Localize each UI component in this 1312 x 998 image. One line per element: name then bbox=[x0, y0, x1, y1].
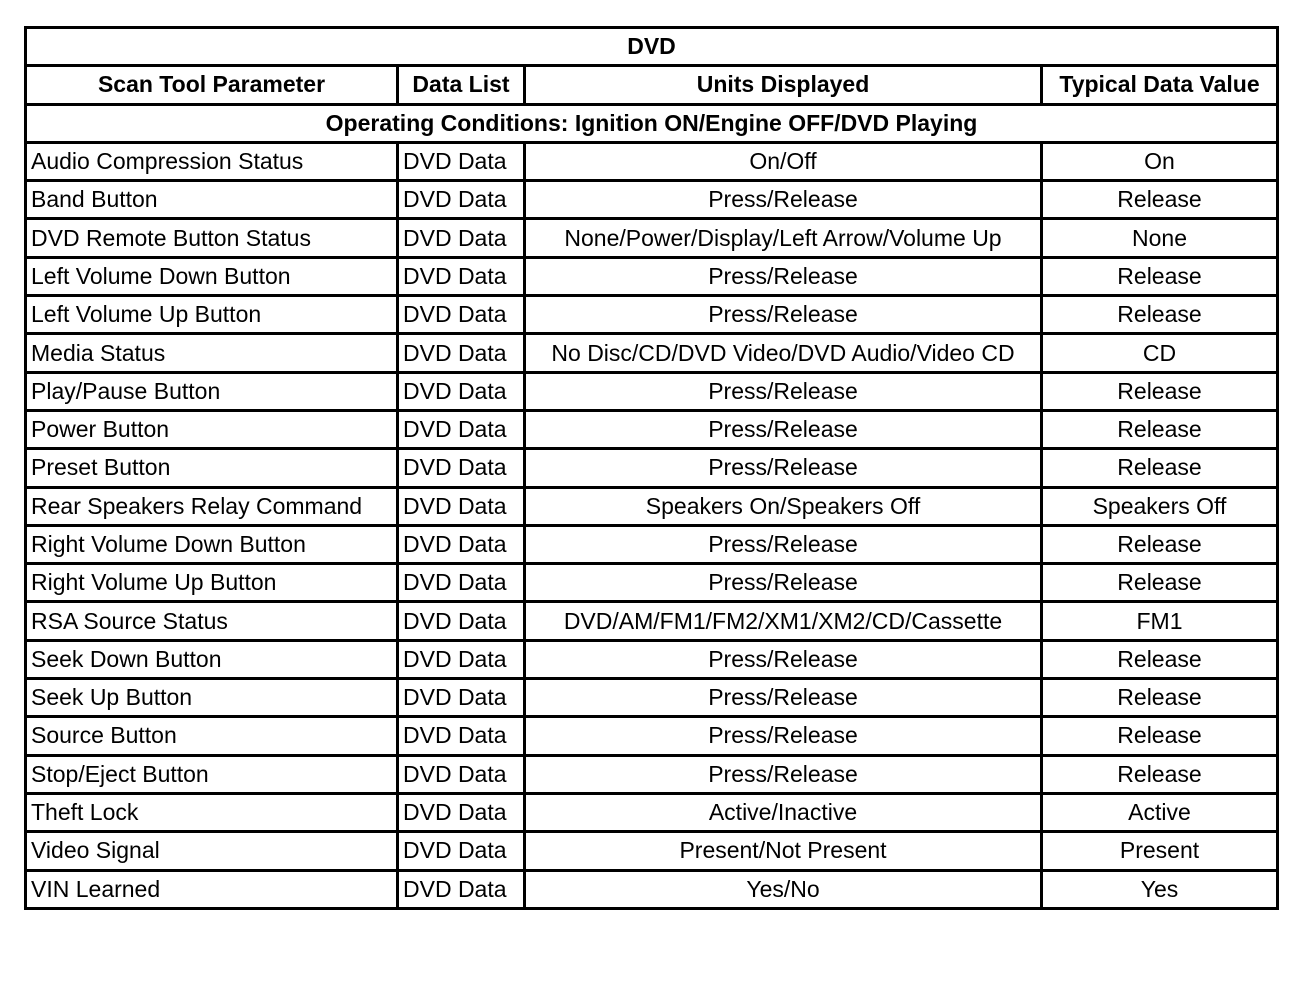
table-row bbox=[26, 181, 1278, 219]
cell-units-displayed: Press/Release bbox=[525, 717, 1042, 755]
cell-units-displayed: Press/Release bbox=[525, 525, 1042, 563]
table-row bbox=[26, 525, 1278, 563]
cell-units-displayed: Speakers On/Speakers Off bbox=[525, 487, 1042, 525]
cell-typical-data-value: None bbox=[1042, 219, 1278, 257]
table-row bbox=[26, 449, 1278, 487]
cell-scan-tool-parameter: Audio Compression Status bbox=[26, 142, 398, 180]
cell-typical-data-value: Release bbox=[1042, 755, 1278, 793]
cell-data-list: DVD Data bbox=[398, 334, 525, 372]
table-row bbox=[26, 487, 1278, 525]
table-header-row bbox=[26, 66, 1278, 104]
cell-scan-tool-parameter: Right Volume Up Button bbox=[26, 564, 398, 602]
cell-typical-data-value: CD bbox=[1042, 334, 1278, 372]
cell-data-list: DVD Data bbox=[398, 296, 525, 334]
table-row bbox=[26, 219, 1278, 257]
cell-scan-tool-parameter: VIN Learned bbox=[26, 870, 398, 908]
cell-data-list: DVD Data bbox=[398, 640, 525, 678]
cell-scan-tool-parameter: RSA Source Status bbox=[26, 602, 398, 640]
cell-scan-tool-parameter: Seek Up Button bbox=[26, 679, 398, 717]
cell-units-displayed: Yes/No bbox=[525, 870, 1042, 908]
cell-units-displayed: Press/Release bbox=[525, 679, 1042, 717]
cell-typical-data-value: Release bbox=[1042, 296, 1278, 334]
cell-scan-tool-parameter: Play/Pause Button bbox=[26, 372, 398, 410]
table-row bbox=[26, 410, 1278, 448]
cell-typical-data-value: Release bbox=[1042, 257, 1278, 295]
cell-typical-data-value: Release bbox=[1042, 449, 1278, 487]
cell-scan-tool-parameter: Theft Lock bbox=[26, 793, 398, 831]
cell-typical-data-value: Yes bbox=[1042, 870, 1278, 908]
table-row bbox=[26, 793, 1278, 831]
table-row bbox=[26, 372, 1278, 410]
cell-data-list: DVD Data bbox=[398, 257, 525, 295]
table-row bbox=[26, 679, 1278, 717]
table-row bbox=[26, 334, 1278, 372]
cell-units-displayed: DVD/AM/FM1/FM2/XM1/XM2/CD/Cassette bbox=[525, 602, 1042, 640]
table-title-row bbox=[26, 28, 1278, 66]
cell-typical-data-value: Release bbox=[1042, 410, 1278, 448]
cell-scan-tool-parameter: Media Status bbox=[26, 334, 398, 372]
cell-data-list: DVD Data bbox=[398, 449, 525, 487]
table-row bbox=[26, 870, 1278, 908]
cell-units-displayed: Press/Release bbox=[525, 640, 1042, 678]
cell-units-displayed: Press/Release bbox=[525, 372, 1042, 410]
cell-data-list: DVD Data bbox=[398, 219, 525, 257]
cell-data-list: DVD Data bbox=[398, 142, 525, 180]
operating-conditions: Operating Conditions: Ignition ON/Engine OFF/DVD Playing bbox=[26, 104, 1278, 142]
cell-data-list: DVD Data bbox=[398, 870, 525, 908]
cell-data-list: DVD Data bbox=[398, 755, 525, 793]
cell-typical-data-value: Release bbox=[1042, 717, 1278, 755]
cell-scan-tool-parameter: Rear Speakers Relay Command bbox=[26, 487, 398, 525]
header-data-list: Data List bbox=[398, 66, 525, 104]
cell-scan-tool-parameter: Left Volume Down Button bbox=[26, 257, 398, 295]
cell-scan-tool-parameter: Band Button bbox=[26, 181, 398, 219]
header-scan-tool-parameter: Scan Tool Parameter bbox=[26, 66, 398, 104]
cell-typical-data-value: FM1 bbox=[1042, 602, 1278, 640]
cell-typical-data-value: Release bbox=[1042, 564, 1278, 602]
cell-typical-data-value: On bbox=[1042, 142, 1278, 180]
cell-units-displayed: Press/Release bbox=[525, 449, 1042, 487]
cell-typical-data-value: Release bbox=[1042, 372, 1278, 410]
data-table-container bbox=[24, 26, 1276, 910]
cell-scan-tool-parameter: Power Button bbox=[26, 410, 398, 448]
cell-scan-tool-parameter: Stop/Eject Button bbox=[26, 755, 398, 793]
cell-units-displayed: Active/Inactive bbox=[525, 793, 1042, 831]
table-row bbox=[26, 257, 1278, 295]
table-row bbox=[26, 640, 1278, 678]
table-title: DVD bbox=[26, 28, 1278, 66]
cell-typical-data-value: Release bbox=[1042, 181, 1278, 219]
cell-data-list: DVD Data bbox=[398, 487, 525, 525]
scan-tool-data-table bbox=[24, 26, 1279, 910]
cell-scan-tool-parameter: Seek Down Button bbox=[26, 640, 398, 678]
cell-scan-tool-parameter: Preset Button bbox=[26, 449, 398, 487]
cell-typical-data-value: Active bbox=[1042, 793, 1278, 831]
cell-typical-data-value: Release bbox=[1042, 640, 1278, 678]
header-units-displayed: Units Displayed bbox=[525, 66, 1042, 104]
cell-typical-data-value: Release bbox=[1042, 525, 1278, 563]
table-row bbox=[26, 564, 1278, 602]
cell-data-list: DVD Data bbox=[398, 410, 525, 448]
cell-units-displayed: Press/Release bbox=[525, 257, 1042, 295]
cell-data-list: DVD Data bbox=[398, 717, 525, 755]
cell-units-displayed: Press/Release bbox=[525, 181, 1042, 219]
table-row bbox=[26, 717, 1278, 755]
cell-typical-data-value: Speakers Off bbox=[1042, 487, 1278, 525]
cell-units-displayed: Present/Not Present bbox=[525, 832, 1042, 870]
cell-data-list: DVD Data bbox=[398, 793, 525, 831]
cell-data-list: DVD Data bbox=[398, 602, 525, 640]
cell-data-list: DVD Data bbox=[398, 679, 525, 717]
cell-units-displayed: None/Power/Display/Left Arrow/Volume Up bbox=[525, 219, 1042, 257]
table-row bbox=[26, 602, 1278, 640]
cell-units-displayed: Press/Release bbox=[525, 410, 1042, 448]
cell-data-list: DVD Data bbox=[398, 564, 525, 602]
cell-data-list: DVD Data bbox=[398, 832, 525, 870]
table-row bbox=[26, 755, 1278, 793]
table-row bbox=[26, 832, 1278, 870]
cell-scan-tool-parameter: DVD Remote Button Status bbox=[26, 219, 398, 257]
cell-typical-data-value: Release bbox=[1042, 679, 1278, 717]
operating-conditions-row bbox=[26, 104, 1278, 142]
cell-scan-tool-parameter: Right Volume Down Button bbox=[26, 525, 398, 563]
table-body bbox=[26, 142, 1278, 908]
cell-units-displayed: On/Off bbox=[525, 142, 1042, 180]
cell-units-displayed: No Disc/CD/DVD Video/DVD Audio/Video CD bbox=[525, 334, 1042, 372]
table-row bbox=[26, 296, 1278, 334]
cell-units-displayed: Press/Release bbox=[525, 296, 1042, 334]
cell-scan-tool-parameter: Left Volume Up Button bbox=[26, 296, 398, 334]
cell-data-list: DVD Data bbox=[398, 372, 525, 410]
cell-scan-tool-parameter: Source Button bbox=[26, 717, 398, 755]
cell-typical-data-value: Present bbox=[1042, 832, 1278, 870]
cell-units-displayed: Press/Release bbox=[525, 755, 1042, 793]
table-row bbox=[26, 142, 1278, 180]
cell-data-list: DVD Data bbox=[398, 181, 525, 219]
cell-units-displayed: Press/Release bbox=[525, 564, 1042, 602]
header-typical-data-value: Typical Data Value bbox=[1042, 66, 1278, 104]
cell-scan-tool-parameter: Video Signal bbox=[26, 832, 398, 870]
cell-data-list: DVD Data bbox=[398, 525, 525, 563]
